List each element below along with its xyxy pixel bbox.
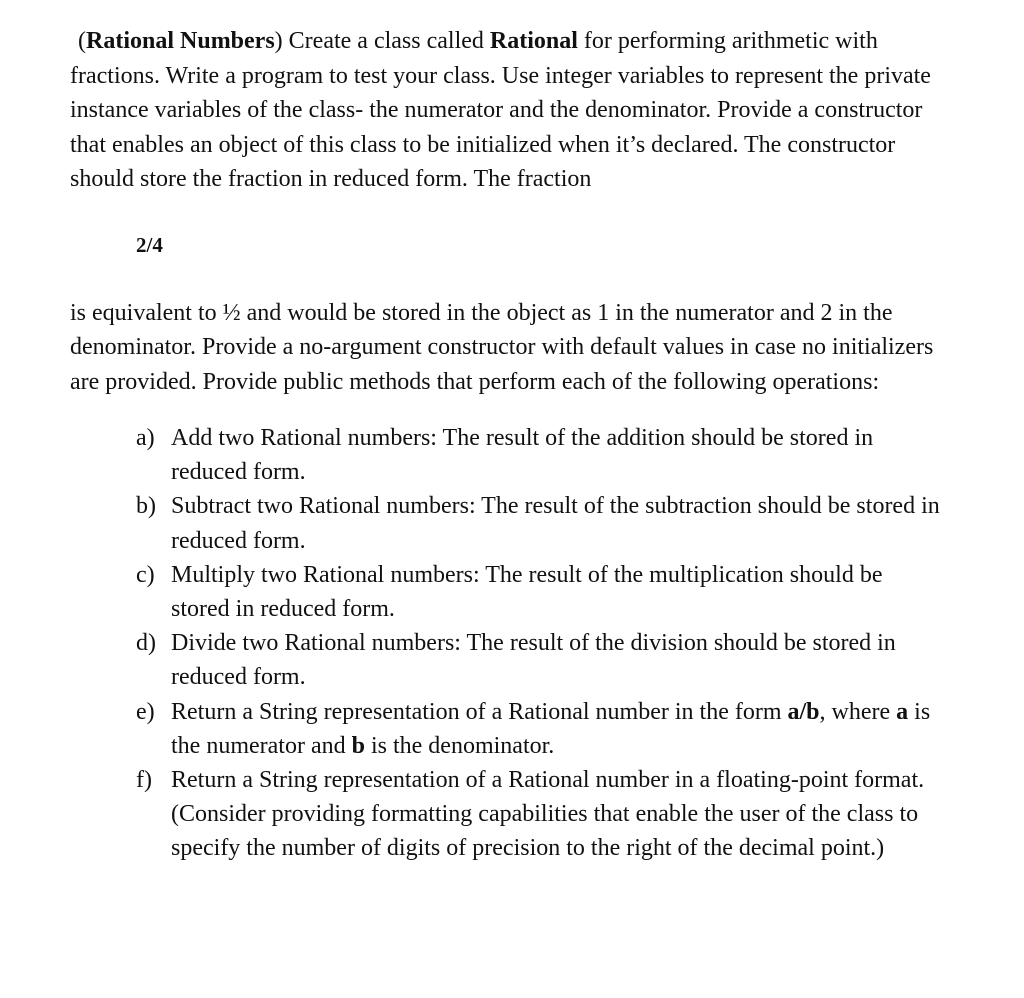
operation-letter: d) (136, 630, 156, 657)
operation-text: Add two Rational numbers: The result of the addition should be stored in reduced form. (171, 425, 874, 486)
operation-item (136, 421, 940, 489)
example-fraction: 2/4 (136, 232, 163, 257)
operation-item (136, 489, 940, 557)
document-body (70, 24, 940, 866)
operation-letter: a) (136, 425, 155, 451)
operation-item (136, 558, 940, 626)
operation-letter: c) (136, 561, 155, 588)
operation-item (136, 626, 940, 694)
operation-letter: e) (136, 698, 155, 725)
operation-letter: f) (136, 767, 152, 794)
operation-text: Return a String representation of a Rational number in a floating-point format. (Consider providing formatting capabilities that enable the user of the class to specify the number of digits of precision to the right of the decimal point.) (171, 767, 925, 862)
operations-list (70, 421, 940, 866)
intro-paragraph: (Rational Numbers) Create a class called Rational for performing arithmetic with fractions. Write a program to test your class. Use integer variables to represent the private instance variables of the class- the numerator and the denominator. Provide a constructor that enables an object of this class to be initialized when it’s declared. The constructor should store the fraction in reduced form. The fraction (70, 28, 931, 192)
section-title: Rational Numbers (86, 28, 275, 54)
operation-letter: b) (136, 493, 156, 520)
operation-text: Return a String representation of a Rational number in the form a/b, where a is the numerator and b is the denominator. (171, 698, 931, 759)
operation-item (136, 695, 940, 763)
second-paragraph: is equivalent to ½ and would be stored in the object as 1 in the numerator and 2 in the denominator. Provide a no-argument constructor with default values in case no initializers are provided. Provide public methods that perform each of the following operations: (70, 299, 934, 395)
operation-item (136, 763, 940, 866)
operation-text: Subtract two Rational numbers: The result of the subtraction should be stored in reduced form. (171, 493, 940, 554)
operation-text: Divide two Rational numbers: The result of the division should be stored in reduced form. (171, 630, 896, 691)
operation-text: Multiply two Rational numbers: The result of the multiplication should be stored in reduced form. (171, 561, 883, 623)
class-name: Rational (489, 28, 578, 54)
